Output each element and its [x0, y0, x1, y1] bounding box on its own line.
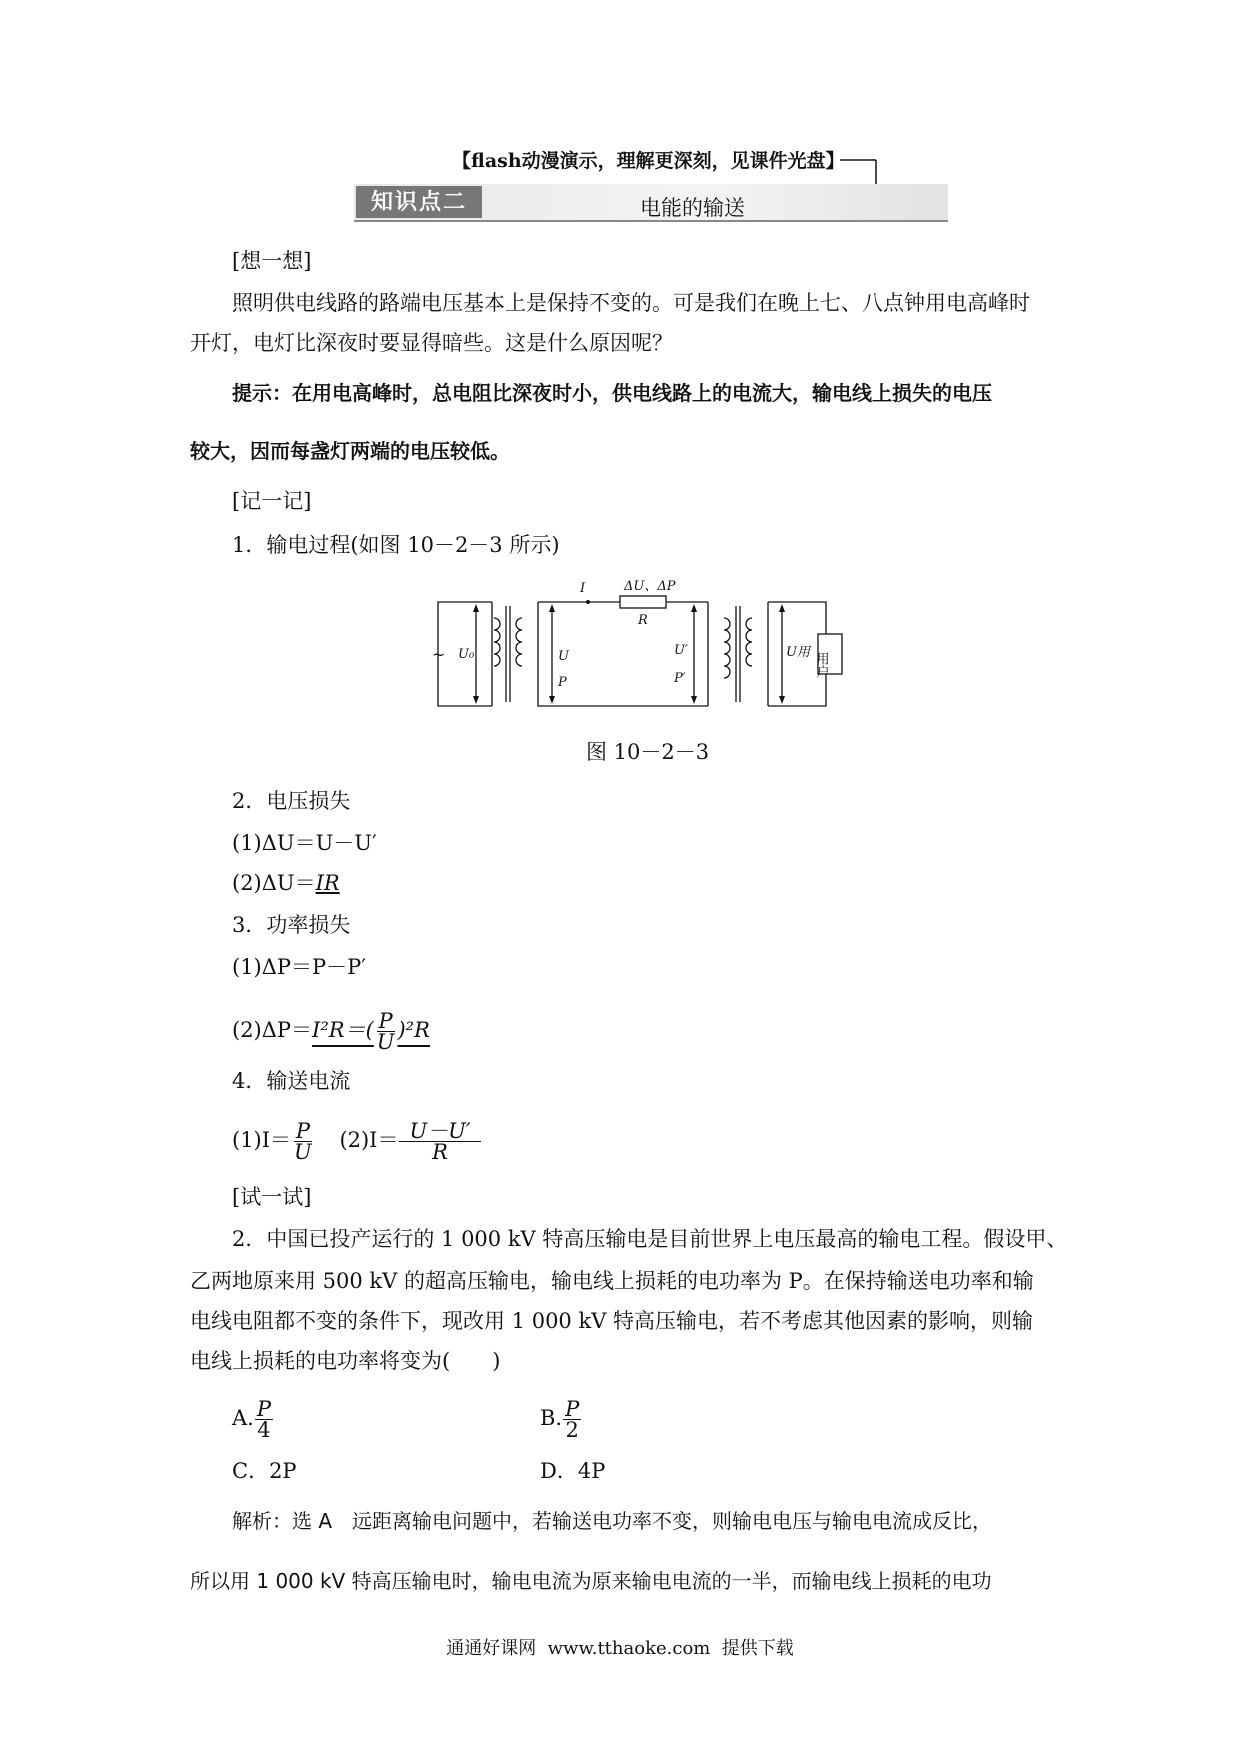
section-badge: 知识点二: [356, 186, 482, 218]
flash-banner: 【flash动漫演示，理解更深刻，见课件光盘】: [452, 150, 845, 172]
hint-line2: 较大，因而每盏灯两端的电压较低。: [190, 439, 510, 463]
try-question-line2: 乙两地原来用 500 kV 的超高压输电，输电线上损耗的电功率为 P。在保持输送电功率和输: [190, 1269, 1034, 1293]
formula-4-1-den: U: [294, 1140, 312, 1164]
formula-4: [232, 1118, 482, 1162]
option-a-prefix: A.: [232, 1406, 254, 1430]
option-d: D．4P: [540, 1459, 606, 1483]
item1-transmission-process: 1．输电过程(如图 10－2－3 所示): [232, 533, 560, 557]
option-a: [232, 1394, 274, 1442]
label-u-prime: U′: [674, 643, 688, 658]
formula-3-1: (1)ΔP＝P－P′: [232, 955, 367, 979]
think-question-line1: 照明供电线路的路端电压基本上是保持不变的。可是我们在晚上七、八点钟用电高峰时: [232, 291, 1030, 315]
formula-4-1-num: P: [295, 1119, 310, 1143]
section-title: 电能的输送: [640, 196, 745, 220]
formula-2-2-answer: IR: [315, 871, 340, 895]
label-u-user: U用: [786, 645, 810, 660]
label-p: P: [558, 675, 567, 690]
formula-3-2-part1: I²R＝(: [312, 1018, 374, 1042]
option-b-den: 2: [565, 1418, 579, 1442]
formula-3-2-den: U: [376, 1030, 395, 1054]
formula-3-2-prefix: (2)ΔP＝: [232, 1018, 313, 1042]
option-b-prefix: B.: [540, 1406, 563, 1430]
option-b: [540, 1394, 582, 1442]
formula-2-2-prefix: (2)ΔU＝: [232, 871, 316, 895]
solution-line2: 所以用 1 000 kV 特高压输电时，输电电流为原来输电电流的一半，而输电线上损耗的电功: [190, 1569, 992, 1593]
formula-2-1: (1)ΔU＝U－U′: [232, 831, 377, 855]
try-question-line3: 电线电阻都不变的条件下，现改用 1 000 kV 特高压输电，若不考虑其他因素的影响，则输: [190, 1309, 1034, 1333]
try-question-line4: 电线上损耗的电功率将变为( ): [190, 1349, 501, 1373]
transmission-circuit-diagram: [430, 574, 850, 714]
item4-transmission-current: 4．输送电流: [232, 1069, 351, 1093]
formula-3-2-part2: )²R: [397, 1018, 430, 1042]
item2-voltage-loss: 2．电压损失: [232, 789, 351, 813]
try-label: [试一试]: [232, 1185, 312, 1209]
label-u: U: [558, 649, 569, 664]
source-symbol: ~: [432, 645, 446, 664]
footer-download-note: 通通好课网 www.tthaoke.com 提供下载: [446, 1638, 794, 1659]
think-label: [想一想]: [232, 249, 312, 273]
item3-power-loss: 3．功率损失: [232, 913, 351, 937]
think-question-line2: 开灯，电灯比深夜时要显得暗些。这是什么原因呢？: [190, 331, 673, 355]
formula-3-2: [232, 1008, 430, 1052]
try-question-line1: 2．中国已投产运行的 1 000 kV 特高压输电是目前世界上电压最高的输电工程。假设甲、: [232, 1227, 1068, 1251]
option-a-num: P: [256, 1397, 271, 1421]
formula-3-2-answer: [312, 1009, 430, 1054]
formula-4-2-prefix: (2)I＝: [339, 1128, 399, 1152]
label-i: I: [580, 581, 586, 596]
option-c: C．2P: [232, 1459, 297, 1483]
remember-label: [记一记]: [232, 489, 312, 513]
option-a-den: 4: [257, 1418, 271, 1442]
figure-caption: 图 10－2－3: [586, 740, 710, 764]
formula-2-2: [232, 868, 340, 898]
label-r: R: [638, 613, 648, 628]
label-p-prime: P′: [674, 671, 686, 686]
solution-line1: 解析：选 A 远距离输电问题中，若输送电功率不变，则输电电压与输电电流成反比，: [232, 1509, 993, 1533]
label-du-dp: ΔU、ΔP: [624, 579, 676, 594]
label-user: 用户: [813, 652, 829, 678]
formula-3-2-num: P: [378, 1009, 393, 1033]
formula-4-1-prefix: (1)I＝: [232, 1128, 292, 1152]
hint-line1: 提示：在用电高峰时，总电阻比深夜时小，供电线路上的电流大，输电线上损失的电压: [232, 381, 992, 405]
formula-4-2-num: U－U′: [399, 1121, 480, 1142]
label-u0: U₀: [458, 647, 475, 662]
formula-4-2-den: R: [432, 1140, 448, 1164]
option-b-num: P: [565, 1397, 580, 1421]
